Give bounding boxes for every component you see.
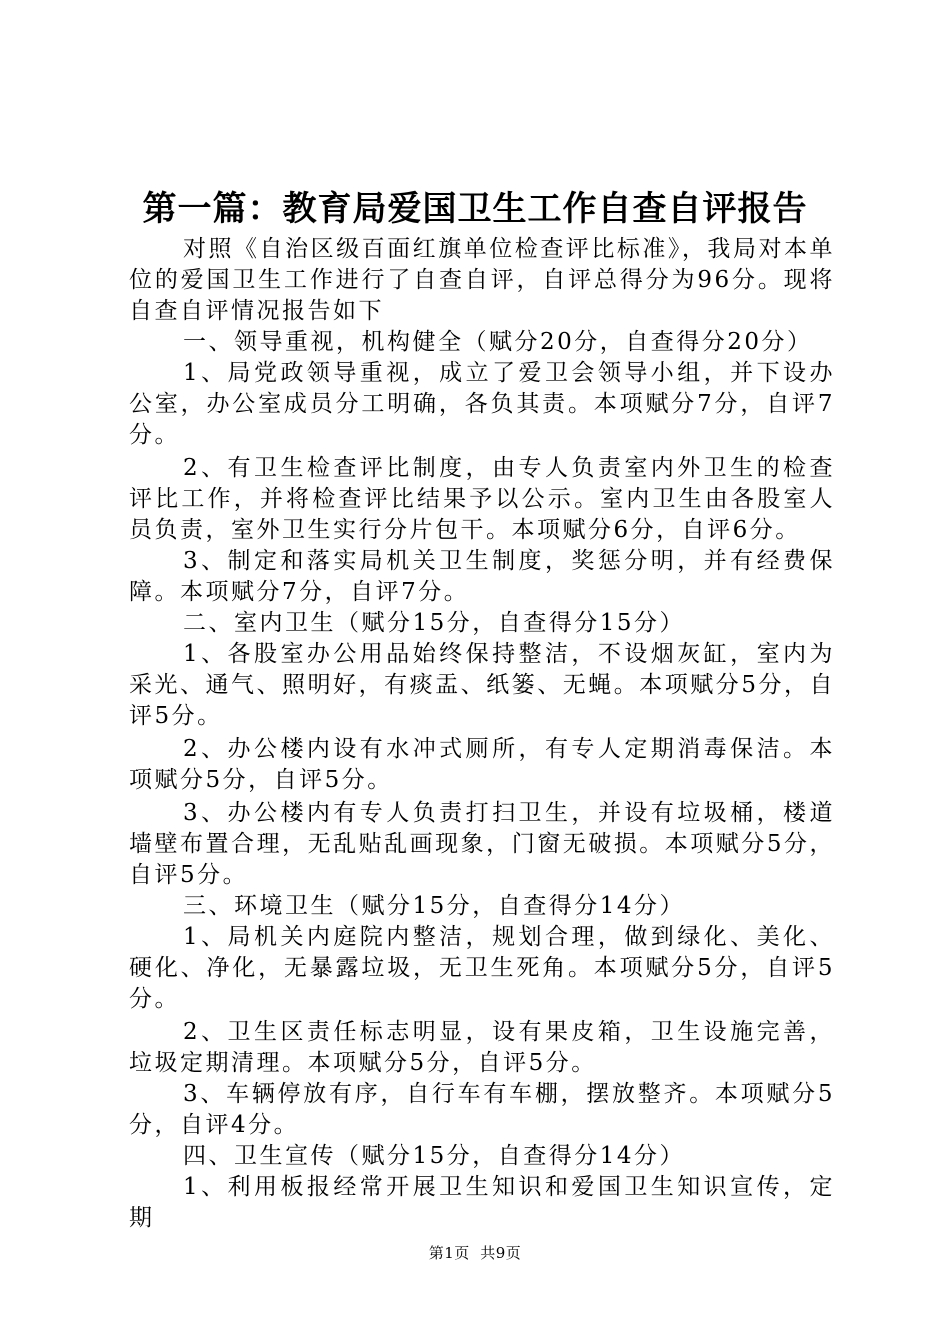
section-heading-4: 四、卫生宣传（赋分15分，自查得分14分） — [183, 1143, 686, 1169]
page-number-footer: 第1页 共9页 — [428, 1244, 522, 1262]
section-4-item-1: 1、利用板报经常开展卫生知识和爱国卫生知识宣传，定期 — [129, 1174, 835, 1231]
document-title: 第一篇：教育局爱国卫生工作自查自评报告 — [142, 189, 808, 229]
section-heading-2: 二、室内卫生（赋分15分，自查得分15分） — [183, 610, 686, 636]
section-1-item-3: 3、制定和落实局机关卫生制度，奖惩分明，并有经费保障。本项赋分7分，自评7分。 — [129, 548, 835, 605]
section-3-item-2: 2、卫生区责任标志明显，设有果皮箱，卫生设施完善，垃圾定期清理。本项赋分5分，自评5分。 — [129, 1019, 835, 1076]
section-heading-1: 一、领导重视，机构健全（赋分20分，自查得分20分） — [183, 329, 813, 355]
section-2-item-3: 3、办公楼内有专人负责打扫卫生，并设有垃圾桶，楼道墙壁布置合理，无乱贴乱画现象，门窗无破损。本项赋分5分，自评5分。 — [129, 800, 835, 888]
section-heading-3: 三、环境卫生（赋分15分，自查得分14分） — [183, 893, 686, 919]
section-3-item-1: 1、局机关内庭院内整洁，规划合理，做到绿化、美化、硬化、净化，无暴露垃圾，无卫生死角。本项赋分5分，自评5分。 — [129, 924, 835, 1012]
section-3-item-3: 3、车辆停放有序，自行车有车棚，摆放整齐。本项赋分5分，自评4分。 — [129, 1081, 835, 1138]
section-1-item-2: 2、有卫生检查评比制度，由专人负责室内外卫生的检查评比工作，并将检查评比结果予以公示。室内卫生由各股室人员负责，室外卫生实行分片包干。本项赋分6分，自评6分。 — [129, 455, 835, 543]
section-1-item-1: 1、局党政领导重视，成立了爱卫会领导小组，并下设办公室，办公室成员分工明确，各负其责。本项赋分7分，自评7分。 — [129, 360, 835, 448]
section-2-item-2: 2、办公楼内设有水冲式厕所，有专人定期消毒保洁。本项赋分5分，自评5分。 — [129, 736, 835, 793]
intro-paragraph: 对照《自治区级百面红旗单位检查评比标准》，我局对本单位的爱国卫生工作进行了自查自评，自评总得分为96分。现将自查自评情况报告如下 — [129, 236, 835, 324]
document-body — [129, 234, 835, 1234]
section-2-item-1: 1、各股室办公用品始终保持整洁，不设烟灰缸，室内为采光、通气、照明好，有痰盂、纸篓、无蝇。本项赋分5分，自评5分。 — [129, 641, 835, 729]
